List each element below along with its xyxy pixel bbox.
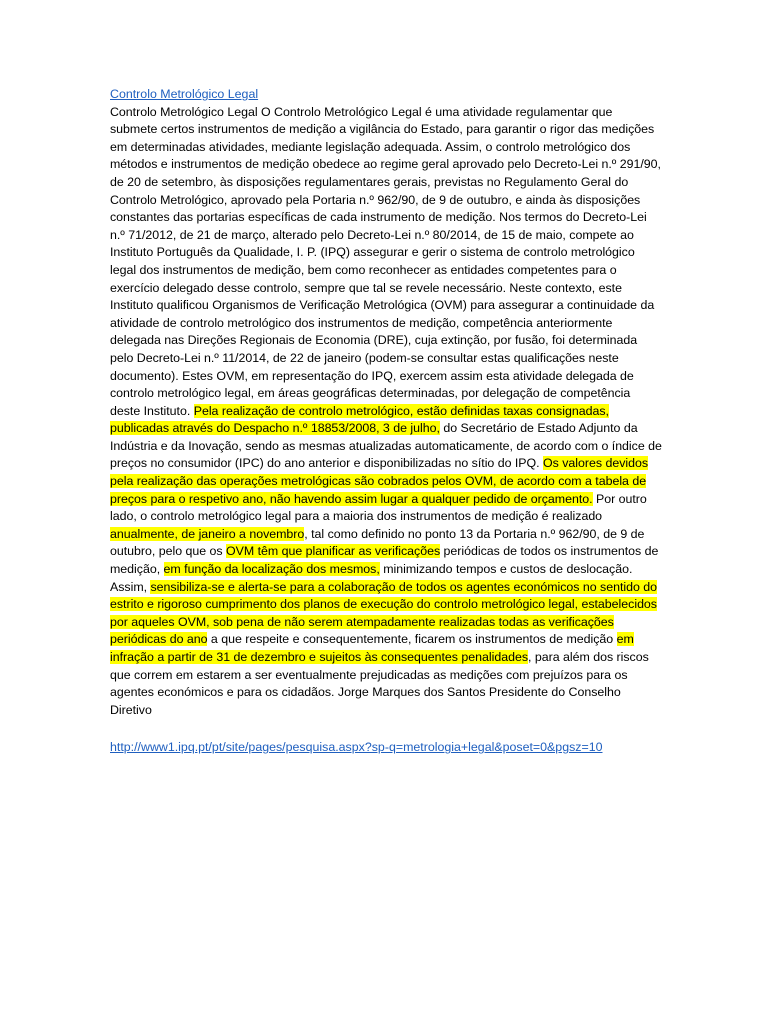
text-segment: , para além dos riscos que correm em estarem a ser eventualmente prejudicadas as medições com prejuízos para os agentes económicos e para os cidadãos. Jorge Marques dos Santos Presidente do Conselho Diretivo <box>110 650 649 717</box>
text-segment: minimizando tempos e custos de deslocação. Assim, <box>110 562 633 594</box>
text-segment: Por outro lado, o controlo metrológico legal para a maioria dos instrumentos de medição é realizado <box>110 491 647 524</box>
highlighted-text-segment: Pela realização de controlo metrológico, estão definidas taxas consignadas, publicadas através do Despacho n.º 18853/2008, 3 de julho, <box>110 403 609 436</box>
source-url-link[interactable]: http://www1.ipq.pt/pt/site/pages/pesquisa.aspx?sp-q=metrologia+legal&poset=0&pgsz=10 <box>110 740 603 755</box>
highlighted-text-segment: em infração a partir de 31 de dezembro e sujeitos às consequentes penalidades <box>110 632 634 664</box>
document-title-link[interactable]: Controlo Metrológico Legal <box>110 87 259 101</box>
highlighted-text-segment: OVM têm que planificar as verificações <box>226 544 441 559</box>
text-segment: periódicas de todos os instrumentos de medição, <box>110 544 659 577</box>
highlighted-text-segment: anualmente, de janeiro a novembro <box>110 526 305 541</box>
text-segment: , tal como definido no ponto 13 da Portaria n.º 962/90, de 9 de outubro, pelo que os <box>110 526 645 559</box>
text-segment: a que respeite e consequentemente, ficarem os instrumentos de medição <box>207 632 617 647</box>
highlighted-text-segment: sensibiliza-se e alerta-se para a colaboração de todos os agentes económicos no sentido do estrito e rigoroso cumprimento dos planos de execução do controlo metrológico legal, estabelecidos por aqueles OVM, sob pena de não serem atempadamente realizadas todas as verificações periódicas do ano <box>110 579 658 647</box>
text-segment: Controlo Metrológico Legal O Controlo Metrológico Legal é uma atividade regulamentar que submete certos instrumentos de medição a vigilância do Estado, para garantir o rigor das medições em determinadas atividades, mediante legislação adequada. Assim, o controlo metrológico dos métodos e instrumentos de medição obedece ao regime geral aprovado pelo Decreto-Lei n.º 291/90, de 20 de setembro, às disposições regulamentares gerais, previstas no Regulamento Geral do Controlo Metrológico, aprovado pela Portaria n.º 962/90, de 9 de outubro, e ainda às disposições constantes das portarias específicas de cada instrumento de medição. Nos termos do Decreto-Lei n.º 71/2012, de 21 de março, alterado pelo Decreto-Lei n.º 80/2014, de 15 de maio, compete ao Instituto Português da Qualidade, I. P. (IPQ) assegurar e gerir o sistema de controlo metrológico legal dos instrumentos de medição, bem como reconhecer as entidades competentes para o exercício delegado desse controlo, sempre que tal se revele necessário. Neste contexto, este Instituto qualificou Organismos de Verificação Metrológica (OVM) para assegurar a continuidade da atividade de controlo metrológico dos instrumentos de medição, competência anteriormente delegada nas Direções Regionais de Economia (DRE), cuja extinção, por fusão, foi determinada pelo Decreto-Lei n.º 11/2014, de 22 de janeiro (podem-se consultar estas qualificações neste documento). Estes OVM, em representação do IPQ, exercem assim esta atividade delegada de controlo metrológico legal, em áreas geográficas determinadas, por delegação de competência deste Instituto. <box>110 104 661 418</box>
document-page <box>110 86 662 757</box>
text-segment: do Secretário de Estado Adjunto da Indústria e da Inovação, sendo as mesmas atualizadas automaticamente, de acordo com o índice de preços no consumidor (IPC) do ano anterior e disponibilizadas no sítio do IPQ. <box>110 421 662 471</box>
highlighted-text-segment: Os valores devidos pela realização das operações metrológicas são cobrados pelos OVM, de acordo com a tabela de preços para o respetivo ano, não havendo assim lugar a qualquer pedido de orçamento. <box>110 456 649 506</box>
highlighted-text-segment: em função da localização dos mesmos, <box>163 562 380 577</box>
document-body-paragraph <box>110 104 662 720</box>
